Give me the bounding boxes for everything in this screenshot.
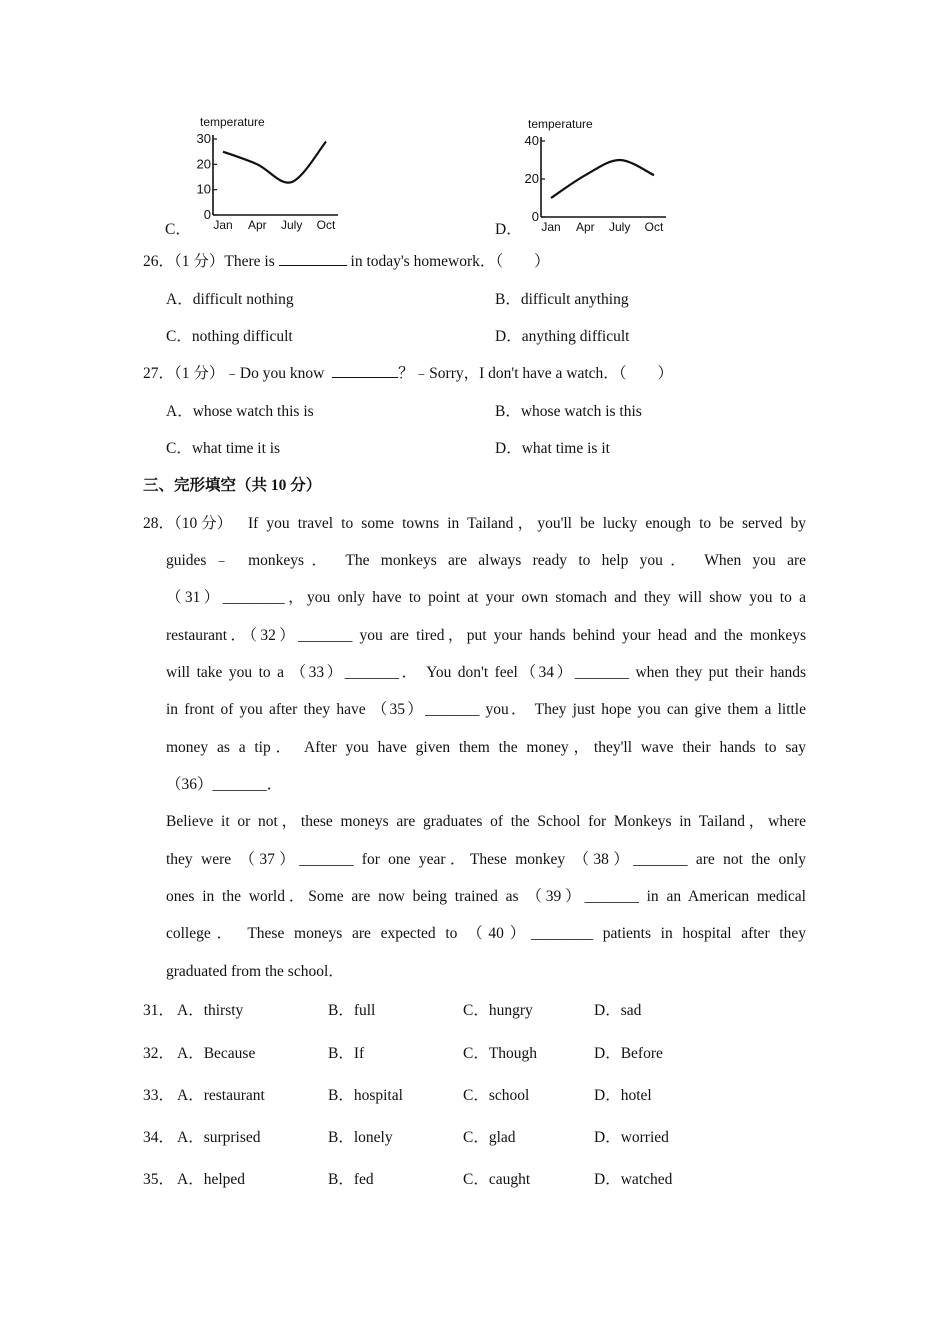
choice-number: 32． (143, 1045, 175, 1062)
option-c: C．hungry (463, 1002, 533, 1019)
option-d: D．sad (594, 1002, 642, 1019)
y-tick-label: 20 (524, 171, 539, 186)
option-a: A．Because (177, 1045, 256, 1062)
x-tick-label: Jan (213, 218, 233, 232)
option-b: B．full (328, 1002, 376, 1019)
option-b: B．fed (328, 1171, 374, 1188)
temperature-chart-d (518, 114, 678, 236)
question-26-stem: 26．（1 分）There is in today's homework．（ ） (143, 253, 550, 270)
passage-line: Believe it or not，these moneys are graduates of the School for Monkeys in Tailand，where (166, 813, 806, 830)
option-d: D．Before (594, 1045, 663, 1062)
x-tick-label: July (280, 218, 303, 232)
x-tick-label: Oct (316, 218, 336, 232)
choice-number: 31． (143, 1002, 175, 1019)
passage-line: money as a tip． After you have given them the money，they'll wave their hands to say (166, 739, 806, 756)
passage-line: If you travel to some towns in Tailand，you'll be lucky enough to be served by (248, 515, 806, 532)
option-b: B．hospital (328, 1087, 403, 1104)
passage-line: （31）________，you only have to point at your own stomach and they will show you to a (166, 589, 806, 606)
answer-blank (279, 251, 347, 266)
passage-line: graduated from the school． (166, 963, 344, 980)
question-number: 26． (143, 253, 175, 270)
option-d-letter: D． (495, 221, 522, 238)
option-d: D．worried (594, 1129, 669, 1146)
y-axis-label: temperature (200, 115, 265, 129)
answer-blank (332, 363, 398, 378)
option-b: B．If (328, 1045, 365, 1062)
option-a: A．surprised (177, 1129, 261, 1146)
question-score: （1 分） (174, 253, 225, 270)
option-c: C．school (463, 1087, 530, 1104)
passage-line: ones in the world．Some are now being trained as （39）_______ in an American medical (166, 888, 806, 905)
x-tick-label: Jan (541, 220, 561, 234)
option-a: A．difficult nothing (166, 291, 294, 308)
option-a: A．whose watch this is (166, 403, 314, 420)
question-number: 27． (143, 365, 175, 382)
option-b: B．whose watch is this (495, 403, 642, 420)
option-c: C．caught (463, 1171, 531, 1188)
question-score: （10 分） (174, 515, 233, 532)
option-b: B．lonely (328, 1129, 393, 1146)
option-c: C．glad (463, 1129, 516, 1146)
y-tick-label: 30 (196, 131, 211, 146)
passage-line: guides﹣ monkeys． The monkeys are always ready to help you． When you are (166, 552, 806, 569)
option-d: D．anything difficult (495, 328, 630, 345)
passage-line: they were （37）_______ for one year．These monkey （38）_______ are not the only (166, 851, 806, 868)
temperature-line (551, 160, 654, 198)
temperature-line (223, 142, 326, 183)
option-d: D．watched (594, 1171, 673, 1188)
option-a: A．thirsty (177, 1002, 244, 1019)
y-tick-label: 0 (531, 209, 539, 224)
y-tick-label: 0 (203, 207, 211, 222)
passage-line: restaurant．（32）_______ you are tired，put your hands behind your head and the monkeys (166, 627, 806, 644)
y-tick-label: 20 (196, 156, 211, 172)
section-title: 三、完形填空（共 10 分） (143, 477, 322, 494)
option-d: D．what time is it (495, 440, 610, 457)
x-tick-label: Apr (247, 218, 267, 232)
y-axis-label: temperature (528, 117, 593, 131)
passage-line: will take you to a （33）_______． You don't feel（34）_______ when they put their hands (166, 664, 806, 681)
passage-line: in front of you after they have （35）_______ you． They just hope you can give them a little (166, 701, 806, 718)
question-number: 28． (143, 515, 175, 532)
x-tick-label: July (608, 220, 631, 234)
x-tick-label: Oct (644, 220, 664, 234)
choice-number: 34． (143, 1129, 175, 1146)
option-c: C．what time it is (166, 440, 281, 457)
option-d: D．hotel (594, 1087, 652, 1104)
y-tick-label: 40 (524, 133, 539, 148)
option-a: A．helped (177, 1171, 246, 1188)
question-27-stem: 27．（1 分）﹣Do you know ？﹣Sorry，I don't have a watch．（ ） (143, 365, 674, 382)
temperature-chart-c (190, 112, 350, 234)
option-c: C．Though (463, 1045, 538, 1062)
option-c: C．nothing difficult (166, 328, 293, 345)
question-score: （1 分） (174, 365, 225, 382)
y-tick-label: 10 (196, 181, 211, 197)
choice-number: 33． (143, 1087, 175, 1104)
option-c-letter: C． (165, 221, 191, 238)
option-a: A．restaurant (177, 1087, 265, 1104)
option-b: B．difficult anything (495, 291, 629, 308)
choice-number: 35． (143, 1171, 175, 1188)
passage-line: college． These moneys are expected to （40）________ patients in hospital after they (166, 925, 806, 942)
x-tick-label: Apr (575, 220, 595, 234)
passage-line: （36）_______． (166, 776, 283, 793)
